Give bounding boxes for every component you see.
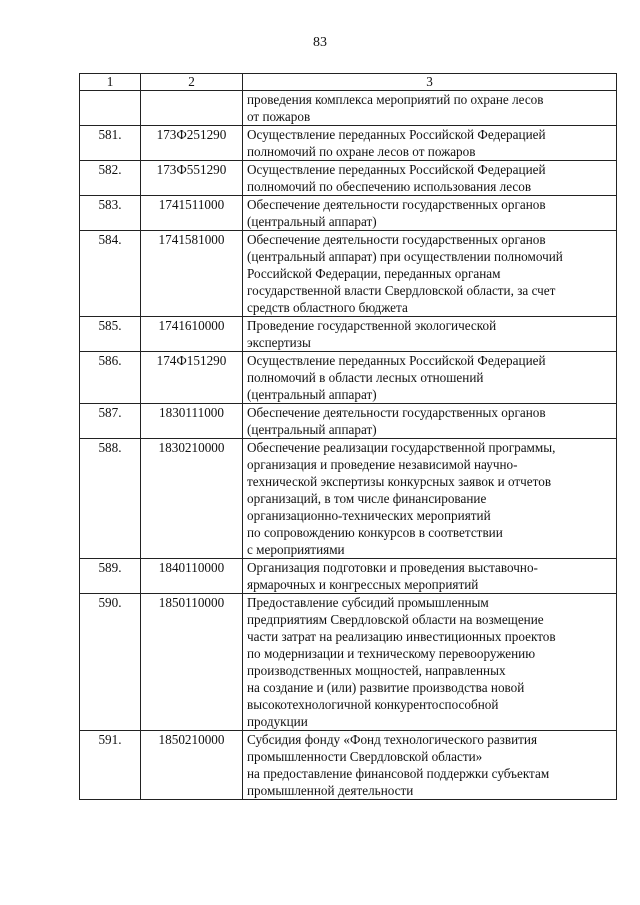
description-cell: Организация подготовки и проведения выставочно- ярмарочных и конгрессных мероприятий (243, 559, 617, 594)
budget-code-cell: 1830210000 (141, 439, 243, 559)
row-number-cell: 585. (80, 317, 141, 352)
budget-code-cell (141, 91, 243, 126)
budget-code-cell: 1741511000 (141, 196, 243, 231)
description-cell: Проведение государственной экологической экспертизы (243, 317, 617, 352)
row-number-cell: 584. (80, 231, 141, 317)
table-row (80, 404, 617, 439)
table-row (80, 161, 617, 196)
row-number-cell: 583. (80, 196, 141, 231)
budget-code-cell: 1840110000 (141, 559, 243, 594)
description-cell: Осуществление переданных Российской Федерацией полномочий по обеспечению использования лесов (243, 161, 617, 196)
row-number-cell (80, 91, 141, 126)
row-number-cell: 582. (80, 161, 141, 196)
table-row (80, 317, 617, 352)
row-number-cell: 581. (80, 126, 141, 161)
description-cell: Предоставление субсидий промышленным предприятиям Свердловской области на возмещение части затрат на реализацию инвестиционных проектов по модернизации и техническому перевооружению производственных мощностей, направленных на создание и (или) развитие производства новой высокотехнологичной конкурентоспособной продукции (243, 594, 617, 731)
description-cell: Осуществление переданных Российской Федерацией полномочий по охране лесов от пожаров (243, 126, 617, 161)
row-number-cell: 588. (80, 439, 141, 559)
classification-table (79, 73, 617, 800)
budget-code-cell: 173Ф551290 (141, 161, 243, 196)
description-cell: Обеспечение деятельности государственных органов (центральный аппарат) (243, 404, 617, 439)
row-number-cell: 586. (80, 352, 141, 404)
budget-code-cell: 173Ф251290 (141, 126, 243, 161)
description-cell: проведения комплекса мероприятий по охране лесов от пожаров (243, 91, 617, 126)
row-number-cell: 591. (80, 731, 141, 800)
description-cell: Осуществление переданных Российской Федерацией полномочий в области лесных отношений (центральный аппарат) (243, 352, 617, 404)
budget-code-cell: 1850110000 (141, 594, 243, 731)
row-number-cell: 590. (80, 594, 141, 731)
budget-code-cell: 174Ф151290 (141, 352, 243, 404)
budget-code-cell: 1741610000 (141, 317, 243, 352)
description-cell: Обеспечение деятельности государственных органов (центральный аппарат) при осуществлении полномочий Российской Федерации, переданных органам государственной власти Свердловской области, за счет средств областного бюджета (243, 231, 617, 317)
table-row (80, 439, 617, 559)
table-header-row (80, 74, 617, 91)
budget-code-cell: 1850210000 (141, 731, 243, 800)
description-cell: Субсидия фонду «Фонд технологического развития промышленности Свердловской области» на предоставление финансовой поддержки субъектам промышленной деятельности (243, 731, 617, 800)
table-row (80, 91, 617, 126)
table-row (80, 231, 617, 317)
page-number: 83 (313, 35, 327, 50)
column-header-3: 3 (243, 74, 617, 91)
row-number-cell: 587. (80, 404, 141, 439)
budget-code-cell: 1741581000 (141, 231, 243, 317)
column-header-1: 1 (80, 74, 141, 91)
table-row (80, 731, 617, 800)
table-row (80, 559, 617, 594)
description-cell: Обеспечение реализации государственной программы, организация и проведение независимой научно- технической экспертизы конкурсных заявок и отчетов организаций, в том числе финансирование организационно-технических мероприятий по сопровождению конкурсов в соответствии с мероприятиями (243, 439, 617, 559)
budget-code-cell: 1830111000 (141, 404, 243, 439)
table-row (80, 594, 617, 731)
table-row (80, 352, 617, 404)
row-number-cell: 589. (80, 559, 141, 594)
column-header-2: 2 (141, 74, 243, 91)
table-row (80, 196, 617, 231)
description-cell: Обеспечение деятельности государственных органов (центральный аппарат) (243, 196, 617, 231)
table-row (80, 126, 617, 161)
